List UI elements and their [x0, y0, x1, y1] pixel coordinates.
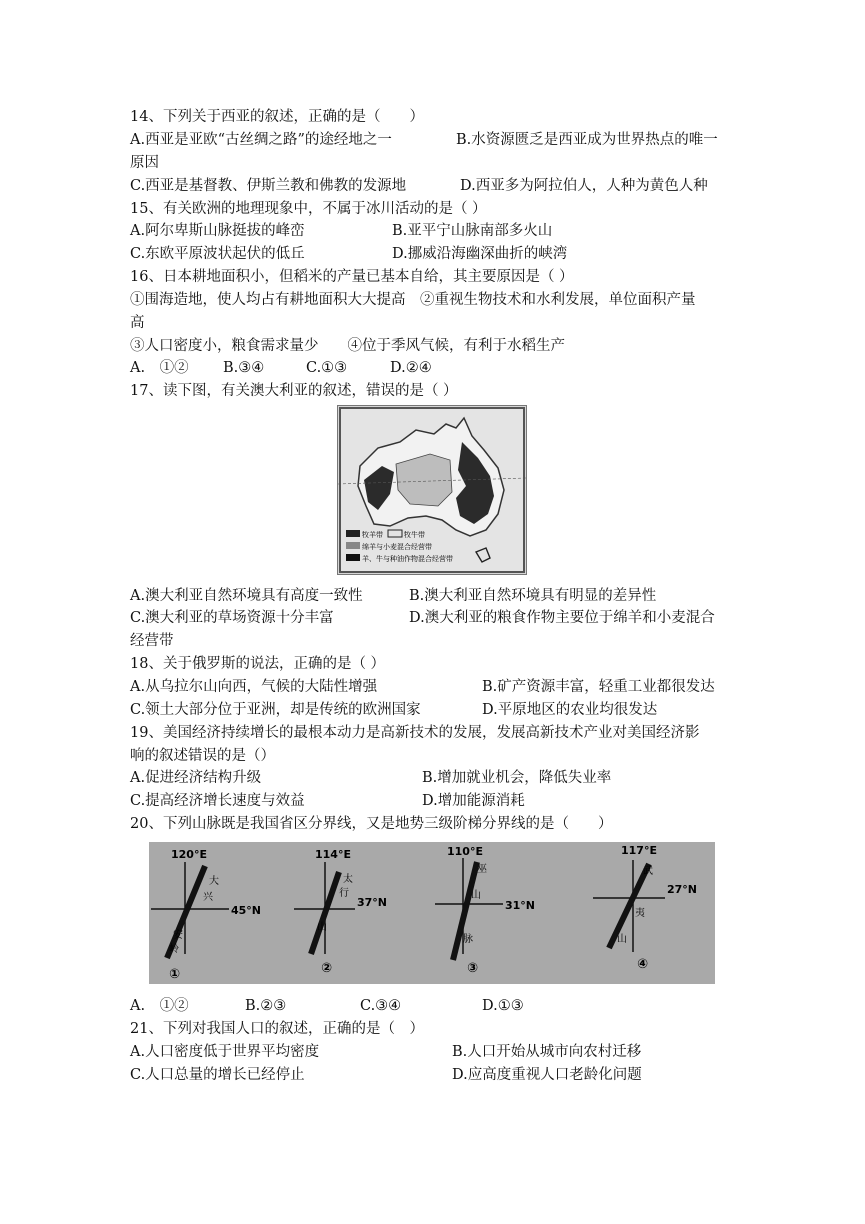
panel-1-char-2: 兴	[203, 892, 213, 903]
q21-option-d: D.应高度重视人口老龄化问题	[452, 1067, 642, 1083]
panel-1	[151, 848, 261, 982]
panel-1-number: ①	[169, 967, 181, 982]
q20-option-d: D.①③	[482, 998, 524, 1014]
panel-1-char-3: 安	[173, 930, 183, 941]
q19-option-d: D.增加能源消耗	[422, 793, 525, 809]
q14-stem: 14、下列关于西亚的叙述，正确的是（ ）	[130, 109, 424, 125]
q18-option-a: A.从乌拉尔山向西，气候的大陆性增强	[130, 679, 378, 695]
q15-option-b: B.亚平宁山脉南部多火山	[392, 223, 553, 239]
panel-3-char-3: 脉	[463, 934, 473, 945]
q18-stem: 18、关于俄罗斯的说法，正确的是（ ）	[130, 656, 386, 672]
q20-option-a: A. ①②	[130, 998, 189, 1014]
q15-option-c: C.东欧平原波状起伏的低丘	[130, 246, 305, 262]
q19-stem-cont: 响的叙述错误的是（）	[130, 748, 275, 764]
q20-option-b: B.②③	[245, 998, 287, 1014]
q18-option-d: D.平原地区的农业均很发达	[482, 702, 658, 718]
panel-1-lon: 120°E	[171, 848, 207, 861]
legend-3: 绵羊与小麦混合经营带	[362, 543, 432, 551]
q16-statement-1-cont: 高	[130, 315, 145, 331]
legend-1: 牧羊带	[362, 531, 383, 539]
legend-2: 牧牛带	[404, 531, 425, 539]
q14-option-d: D.西亚多为阿拉伯人，人种为黄色人种	[460, 178, 708, 194]
q21-option-c: C.人口总量的增长已经停止	[130, 1067, 305, 1083]
panel-3-number: ③	[467, 961, 479, 976]
panel-3-char-1: 巫	[477, 864, 487, 875]
q19-stem: 19、美国经济持续增长的最根本动力是高新技术的发展，发展高新技术产业对美国经济影	[130, 725, 700, 741]
q20-stem: 20、下列山脉既是我国省区分界线，又是地势三级阶梯分界线的是（ ）	[130, 816, 613, 832]
panel-1-char-4: 岭	[169, 944, 179, 955]
panel-3-lon: 110°E	[447, 845, 483, 858]
q21-stem: 21、下列对我国人口的叙述，正确的是（ ）	[130, 1021, 424, 1037]
panel-1-char-1: 大	[209, 876, 219, 887]
q17-stem: 17、读下图，有关澳大利亚的叙述，错误的是（ ）	[130, 383, 458, 399]
q14-option-a: A.西亚是亚欧“古丝绸之路”的途经地之一	[130, 132, 392, 148]
q16-stem: 16、日本耕地面积小，但稻米的产量已基本自给，其主要原因是（ ）	[130, 269, 574, 285]
australia-map-svg	[338, 406, 526, 574]
q15-option-d: D.挪威沿海幽深曲折的峡湾	[392, 246, 568, 262]
q17-option-d: D.澳大利亚的粮食作物主要位于绵羊和小麦混合	[409, 610, 715, 626]
q16-statement-1: ①围海造地，使人均占有耕地面积大大提高 ②重视生物技术和水利发展，单位面积产量	[130, 292, 696, 308]
q14-option-b-cont: 原因	[130, 155, 159, 171]
panel-3	[435, 845, 535, 976]
panel-2-number: ②	[321, 961, 333, 976]
mountain-figure	[149, 842, 715, 984]
q17-option-a: A.澳大利亚自然环境具有高度一致性	[130, 588, 363, 604]
q21-option-b: B.人口开始从城市向农村迁移	[452, 1044, 642, 1060]
panel-4	[593, 844, 697, 972]
panel-4-char-2: 夷	[635, 908, 645, 919]
panel-2-lon: 114°E	[315, 848, 351, 861]
panel-4-char-3: 山	[617, 934, 627, 945]
q16-option-a: A. ①②	[130, 360, 189, 376]
q15-option-a: A.阿尔卑斯山脉挺拔的峰峦	[130, 223, 305, 239]
q14-option-b: B.水资源匮乏是西亚成为世界热点的唯一	[456, 132, 718, 148]
q21-option-a: A.人口密度低于世界平均密度	[130, 1044, 320, 1060]
q19-option-a: A.促进经济结构升级	[130, 770, 262, 786]
q16-option-b: B.③④	[223, 360, 265, 376]
legend-4: 羊、牛与种油作物混合经营带	[362, 555, 453, 563]
panel-4-number: ④	[637, 957, 649, 972]
q19-option-c: C.提高经济增长速度与效益	[130, 793, 305, 809]
panel-4-lat: 27°N	[667, 883, 698, 896]
q19-option-b: B.增加就业机会，降低失业率	[422, 770, 612, 786]
panel-2	[294, 848, 387, 976]
q18-option-c: C.领土大部分位于亚洲，却是传统的欧洲国家	[130, 702, 421, 718]
panel-2-char-2: 行	[339, 888, 349, 899]
q16-statement-2: ③人口密度小，粮食需求量少 ④位于季风气候，有利于水稻生产	[130, 338, 565, 354]
panel-1-lat: 45°N	[231, 904, 262, 917]
q16-option-c: C.①③	[306, 360, 348, 376]
q20-option-c: C.③④	[360, 998, 402, 1014]
mountain-svg	[149, 842, 715, 984]
q16-option-d: D.②④	[390, 360, 432, 376]
q17-option-b: B.澳大利亚自然环境具有明显的差异性	[409, 588, 657, 604]
q14-option-c: C.西亚是基督教、伊斯兰教和佛教的发源地	[130, 178, 407, 194]
panel-4-char-1: 武	[643, 866, 653, 877]
q17-option-d-cont: 经营带	[130, 633, 174, 649]
panel-2-char-3: 山	[317, 922, 327, 933]
panel-2-char-1: 太	[343, 874, 353, 885]
australia-map-figure	[337, 405, 527, 575]
panel-3-lat: 31°N	[505, 899, 536, 912]
q15-stem: 15、有关欧洲的地理现象中，不属于冰川活动的是（ ）	[130, 201, 487, 217]
panel-4-lon: 117°E	[621, 844, 657, 857]
q17-option-c: C.澳大利亚的草场资源十分丰富	[130, 610, 334, 626]
q18-option-b: B.矿产资源丰富，轻重工业都很发达	[482, 679, 715, 695]
panel-2-lat: 37°N	[357, 896, 388, 909]
panel-3-char-2: 山	[471, 890, 481, 901]
